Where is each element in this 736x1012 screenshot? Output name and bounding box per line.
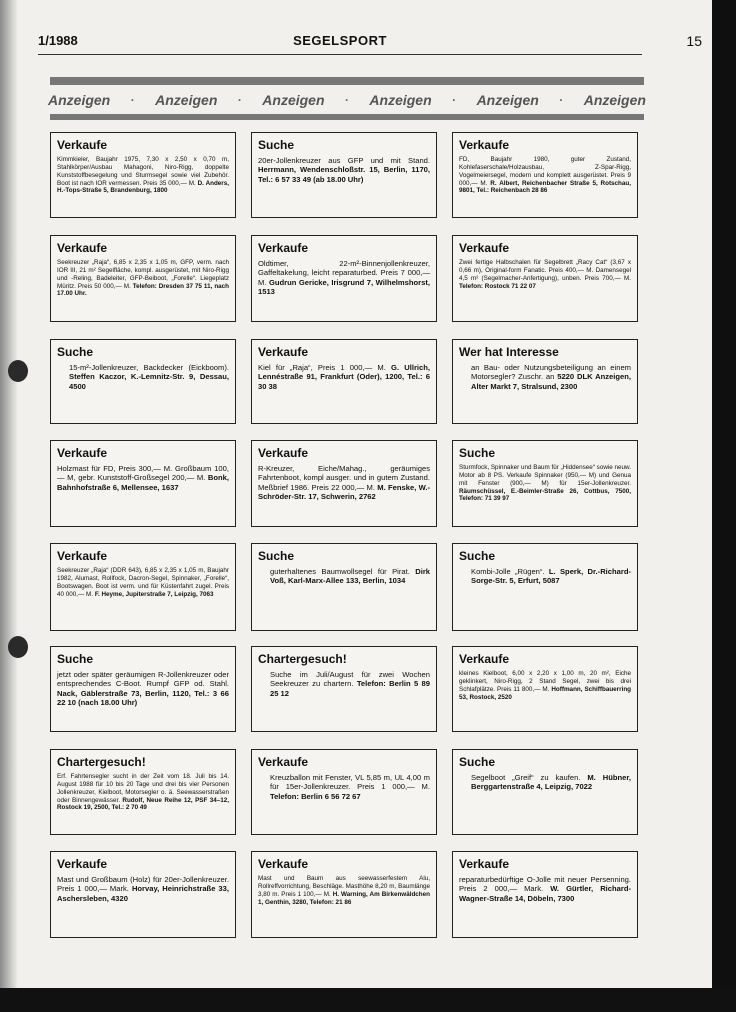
ad-contact: L. Sperk, Dr.-Richard-Sorge-Str. 5, Erfurt, 5087: [471, 567, 631, 586]
ad-contact: R. Albert, Reichenbacher Straße 5, Rotschau, 9801, Tel.: Reichenbach 28 86: [459, 179, 631, 195]
ad-body: [459, 567, 631, 586]
ad-body: [459, 259, 631, 290]
ad-text: 15-m²-Jollenkreuzer, Backdecker (Eickboom).: [69, 363, 229, 372]
ad-heading: Chartergesuch!: [57, 755, 146, 769]
classified-ad: [251, 543, 437, 631]
ad-contact: H. Warning, Am Birkenwäldchen 1, Genthin, 3280, Telefon: 21 86: [258, 890, 430, 906]
ad-text: an Bau- oder Nutzungsbeteiligung an einem Motorsegler? Zuschr. an: [471, 363, 631, 382]
ad-contact: Nack, Gäblerstraße 73, Berlin, 1120, Tel.: 3 66 22 10 (nach 18.00 Uhr): [57, 688, 229, 707]
ad-contact: F. Heyme, Jupiterstraße 7, Leipzig, 7063: [94, 590, 214, 598]
ad-body: [258, 567, 430, 586]
ad-contact: Rudolf, Neue Reihe 12, PSF 34–12, Rostock 19, 2500, Tel.: 2 70 49: [57, 796, 229, 812]
ad-heading: Verkaufe: [459, 857, 510, 871]
banner-separator: ·: [344, 93, 349, 107]
ad-heading: Verkaufe: [57, 138, 108, 152]
ad-contact: Dirk Voß, Karl-Marx-Allee 133, Berlin, 1034: [270, 567, 430, 586]
classified-ad: [251, 749, 437, 835]
scan-edge-bottom: [0, 988, 736, 1012]
ad-heading: Suche: [57, 345, 94, 359]
ad-text: Erf. Fahrtensegler sucht in der Zeit vom 18. Juli bis 14. August 1988 für 10 bis 20 Tage und drei bis vier Personen Jollenkreuzer, Kielboot, Motorsegler o. ä. Seewasserstraßen oder Binnengewässer.: [57, 773, 229, 804]
ad-body: [258, 773, 430, 801]
ad-text: reparaturbedürftige O-Jolle mit neuer Persenning. Preis 2 000,— Mark.: [459, 875, 631, 894]
ad-heading: Suche: [258, 549, 295, 563]
punch-hole: [8, 360, 28, 382]
ad-contact: M. Fenske, W.-Schröder-Str. 17, Schwerin, 2762: [258, 482, 430, 501]
classified-ad: [50, 132, 236, 218]
ad-text: Mast und Baum aus seewasserfestem Alu, Rollreffvorrichtung, Beschläge. Masthöhe 8,20 m, Baumlänge 3,80 m. Preis 1 100,— M.: [258, 875, 430, 898]
ad-contact: M. Hübner, Berggartenstraße 4, Leipzig, 7022: [471, 773, 631, 792]
classified-ad: [452, 339, 638, 424]
ad-contact: W. Gürtler, Richard-Wagner-Straße 14, Döbeln, 7300: [459, 884, 631, 903]
ad-body: [57, 773, 229, 812]
ad-heading: Verkaufe: [57, 857, 108, 871]
ad-body: [258, 156, 430, 184]
classified-ad: [50, 646, 236, 732]
classified-ad: [50, 235, 236, 322]
ad-heading: Suche: [459, 549, 496, 563]
classified-ad: [452, 235, 638, 322]
ad-body: [57, 670, 229, 707]
ad-contact: Räumschüssel, E.-Beimler-Straße 26, Cottbus, 7500, Telefon: 71 39 97: [459, 487, 631, 503]
ad-body: [57, 567, 229, 598]
banner-bar-bottom: [50, 114, 644, 120]
classified-ad: [50, 339, 236, 424]
ad-text: Seekreuzer „Raja“ (DDR 643), 6,85 x 2,35 x 1,05 m, Baujahr 1982, Alumast, Rollfock, Dacron-Segel, Spinnaker, „Forelle“, Bootswagen. Boot ist verm. und für Küstenfahrt zugel. Preis 40 000,— M.: [57, 567, 229, 598]
magazine-title: SEGELSPORT: [293, 33, 387, 48]
ad-heading: Suche: [459, 446, 496, 460]
ad-contact: Horvay, Heinrichstraße 33, Aschersleben, 4320: [57, 884, 229, 903]
ad-text: Kreuzballon mit Fenster, VL 5,85 m, UL 4,00 m für 15er-Jollenkreuzer. Preis 1 000,— M.: [270, 773, 430, 792]
ad-contact: Bonk, Bahnhofstraße 6, Mellensee, 1637: [57, 473, 229, 492]
banner-word: Anzeigen: [583, 92, 646, 108]
ad-heading: Verkaufe: [57, 241, 108, 255]
ad-contact: Telefon: Rostock 71 22 07: [459, 282, 536, 290]
classified-ad: [452, 851, 638, 938]
ad-body: [57, 156, 229, 195]
ad-heading: Verkaufe: [57, 446, 108, 460]
issue-number: 1/1988: [38, 33, 78, 48]
ad-body: [57, 464, 229, 492]
banner-separator: ·: [130, 93, 135, 107]
banner-separator: ·: [452, 93, 457, 107]
classified-ad: [251, 235, 437, 322]
ad-text: Mast und Großbaum (Holz) für 20er-Jollenkreuzer. Preis 1 000,— Mark.: [57, 875, 229, 894]
ad-body: [459, 156, 631, 195]
classified-ad: [452, 132, 638, 218]
classified-ad: [251, 440, 437, 527]
ad-body: [57, 363, 229, 391]
ad-body: [459, 773, 631, 792]
ad-contact: Gudrun Gericke, Irisgrund 7, Wilhelmshorst, 1513: [258, 277, 430, 296]
banner-bar-top: [50, 77, 644, 85]
ad-contact: 5220 DLK Anzeigen, Alter Markt 7, Stralsund, 2300: [471, 372, 631, 391]
banner-word: Anzeigen: [369, 92, 432, 108]
ad-body: [57, 259, 229, 298]
classified-ad: [251, 851, 437, 938]
ad-body: [258, 464, 430, 501]
page-spine-shadow: [0, 0, 18, 988]
ad-text: guterhaltenes Baumwollsegel für Pirat.: [270, 567, 410, 576]
classified-ad: [251, 339, 437, 424]
page-number: 15: [686, 33, 702, 49]
ad-contact: Telefon: Dresden 37 75 11, nach 17.00 Uhr.: [57, 282, 230, 298]
classified-ad: [50, 543, 236, 631]
ad-body: [258, 875, 430, 906]
banner-separator: ·: [559, 93, 564, 107]
ad-contact: D. Anders, H.-Tops-Straße 5, Brandenburg, 1800: [57, 179, 230, 195]
ad-heading: Verkaufe: [258, 755, 309, 769]
ad-text: Suche im Juli/August für zwei Wochen Seekreuzer zu chartern.: [270, 670, 430, 689]
ad-body: [57, 875, 229, 903]
ad-text: Sturmfock, Spinnaker und Baum für „Hiddensee“ sowie neuw. Motor ab 8 PS. Verkaufe Spinnaker (950,— M) und Genua mit Fenster (900,— M) für 15er-Jollenkreuzer.: [459, 464, 631, 487]
ad-heading: Suche: [459, 755, 496, 769]
banner-word: Anzeigen: [48, 92, 111, 108]
ad-text: Kiel für „Raja“, Preis 1 000,— M.: [258, 363, 386, 372]
classified-ad: [50, 440, 236, 527]
ad-heading: Chartergesuch!: [258, 652, 347, 666]
ad-text: kleines Kielboot, 6,00 x 2,20 x 1,00 m, 20 m², Eiche geklinkert, Niro-Rigg, 2 Stand Segel, zwei bis drei Schlafplätze. Preis 11 800,— M.: [459, 670, 631, 693]
banner-word: Anzeigen: [262, 92, 325, 108]
ad-heading: Verkaufe: [459, 241, 510, 255]
ad-body: [459, 464, 631, 503]
ad-text: Holzmast für FD, Preis 300,— M. Großbaum 100,— M, gebr. Kunststoff-Großsegel 200,— M.: [57, 464, 229, 483]
ad-text: Oldtimer, 22-m²-Binnenjollenkreuzer, Gaffeltakelung, leicht reparaturbed. Preis 7 000,— M.: [258, 259, 430, 287]
ad-text: Seekreuzer „Raja“, 6,85 x 2,35 x 1,05 m, GFP, verm. nach IOR III, 21 m² Segelfläche, kompl. ausgerüstet, mit Niro-Rigg und -Reling, Badeleiter, GFP-Beiboot, „Forelle“. Liegeplatz Müritz. Preis 50 000,— M.: [57, 259, 229, 290]
ad-text: FD, Baujahr 1980, guter Zustand, Kohlefaserschale/Holzausbau, Z-Spar-Rigg, Vogelmeiersegel, modern und komplett ausgerüstet. Preis 9 000,— M.: [459, 156, 631, 187]
ad-body: [459, 363, 631, 391]
classified-ad: [50, 851, 236, 938]
punch-hole: [8, 636, 28, 658]
classified-ad: [452, 749, 638, 835]
ad-text: Kimmkieler, Baujahr 1975, 7,30 x 2,50 x 0,70 m, Stahlkörper/Ausbau Mahagoni, Niro-Rigg, doppelte Kunststoffbesegelung und Sturmsegel sowie viel Zubehör. Boot ist nach IOR vermessen. Preis 35 000,— M.: [57, 156, 229, 187]
ad-heading: Verkaufe: [459, 138, 510, 152]
ad-contact: G. Ullrich, Lennéstraße 91, Frankfurt (Oder), 1200, Tel.: 6 30 38: [258, 363, 430, 391]
ad-heading: Verkaufe: [258, 241, 309, 255]
ad-text: 20er-Jollenkreuzer aus GFP und mit Stand.: [258, 156, 430, 165]
ad-text: Zwei fertige Halbschalen für Segelbrett „Racy Cat“ (3,67 x 0,66 m), Original-form Fanatic. Preis 400,— M. Damensegel 4,5 m² (Segelmacher-Anfertigung), unben. Preis 700,— M.: [459, 259, 631, 282]
banner-word: Anzeigen: [476, 92, 539, 108]
ad-contact: Hoffmann, Schiffbauerring 53, Rostock, 2520: [459, 685, 632, 701]
ad-heading: Verkaufe: [57, 549, 108, 563]
ad-contact: Steffen Kaczor, K.-Lemnitz-Str. 9, Dessau, 4500: [69, 372, 229, 391]
banner-word: Anzeigen: [155, 92, 218, 108]
classified-ad: [452, 543, 638, 631]
banner-separator: ·: [237, 93, 242, 107]
ad-heading: Verkaufe: [258, 345, 309, 359]
ad-heading: Verkaufe: [459, 652, 510, 666]
ad-heading: Verkaufe: [258, 446, 309, 460]
ad-body: [258, 670, 430, 698]
ad-text: jetzt oder später geräumigen R-Jollenkreuzer oder entsprechendes C-Boot. Rumpf GFP od. Stahl.: [57, 670, 229, 689]
ad-heading: Wer hat Interesse: [459, 345, 559, 359]
ad-heading: Suche: [258, 138, 295, 152]
ad-heading: Suche: [57, 652, 94, 666]
ad-contact: Herrmann, Wendenschloßstr. 15, Berlin, 1170, Tel.: 6 57 33 49 (ab 18.00 Uhr): [258, 165, 430, 184]
classified-ad: [251, 646, 437, 732]
ad-body: [258, 363, 430, 391]
ad-body: [258, 259, 430, 296]
ad-text: Kombi-Jolle „Rügen“.: [471, 567, 545, 576]
ad-text: Segelboot „Greif“ zu kaufen.: [471, 773, 581, 782]
ad-contact: Telefon: Berlin 5 89 25 12: [270, 679, 430, 698]
anzeigen-banner: [48, 89, 646, 111]
classified-ad: [452, 646, 638, 732]
ad-body: [459, 670, 631, 701]
classified-ad: [251, 132, 437, 218]
page-header: [38, 33, 702, 55]
classified-ad: [50, 749, 236, 835]
ad-text: R-Kreuzer, Eiche/Mahag., geräumiges Fahrtenboot, kompl ausger. und in gutem Zustand. Meßbrief 1986. Preis 22 000,— M.: [258, 464, 430, 492]
classified-ad: [452, 440, 638, 527]
ad-heading: Verkaufe: [258, 857, 309, 871]
scan-edge-right: [712, 0, 736, 1012]
ad-body: [459, 875, 631, 903]
ad-contact: Telefon: Berlin 6 56 72 67: [270, 791, 361, 801]
